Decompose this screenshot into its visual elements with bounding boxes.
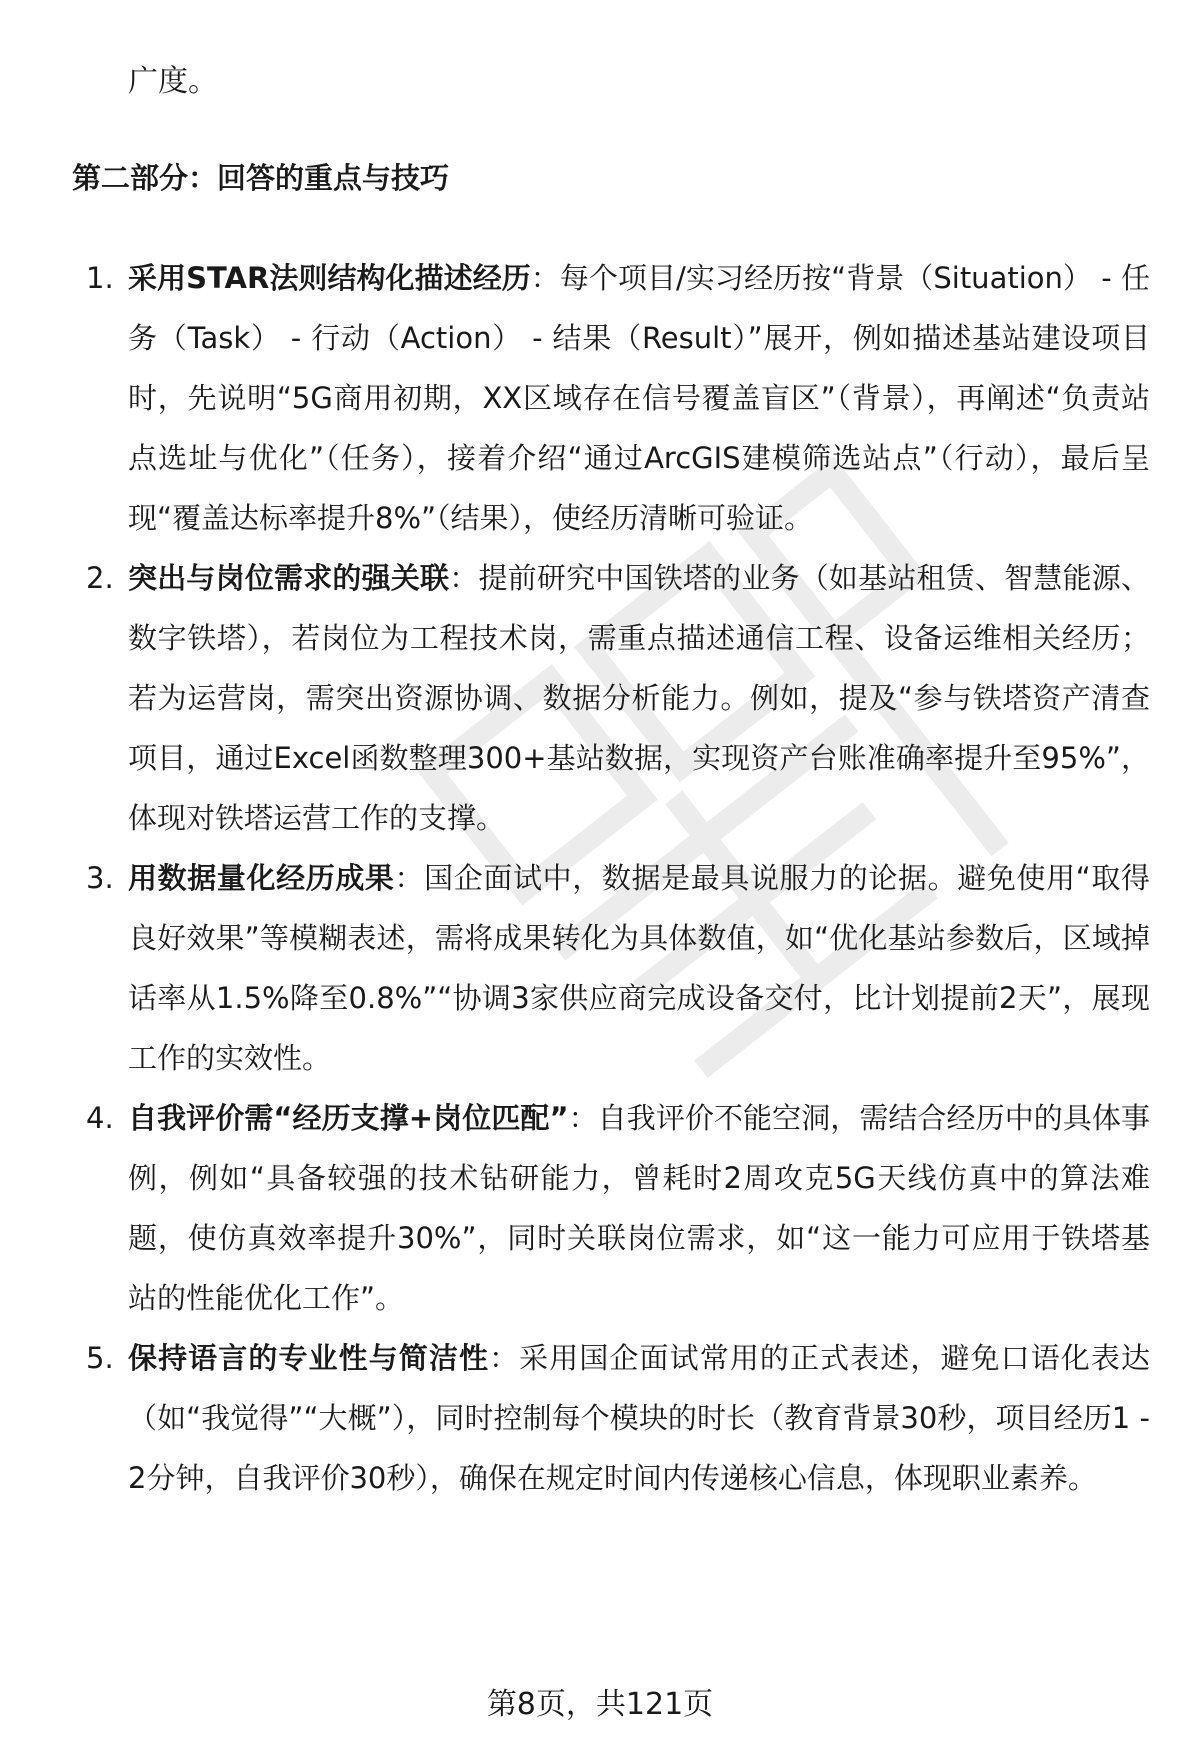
tip-title: 用数据量化经历成果 xyxy=(128,861,395,895)
tip-item xyxy=(0,1328,1200,1508)
tip-number: 1. xyxy=(86,261,114,295)
continuation-text: 广度。 xyxy=(128,64,218,99)
tip-number: 3. xyxy=(86,861,114,895)
section-heading: 第二部分：回答的重点与技巧 xyxy=(72,161,450,195)
tip-item xyxy=(0,548,1200,848)
tip-title: 采用STAR法则结构化描述经历 xyxy=(128,261,531,295)
tip-body: ：提前研究中国铁塔的业务（如基站租赁、智慧能源、数字铁塔），若岗位为工程技术岗，需重点描述通信工程、设备运维相关经历；若为运营岗，需突出资源协调、数据分析能力。例如，提及“参与铁塔资产清查项目，通过Excel函数整理300+基站数据，实现资产台账准确率提升至95%”，体现对铁塔运营工作的支撑。 xyxy=(128,561,1150,835)
tip-number: 4. xyxy=(86,1101,114,1135)
page-footer: 第8页，共121页 xyxy=(486,1687,714,1722)
tip-title: 突出与岗位需求的强关联 xyxy=(128,561,450,595)
tip-number: 2. xyxy=(86,561,114,595)
tip-body: ：自我评价不能空洞，需结合经历中的具体事例，例如“具备较强的技术钻研能力，曾耗时2周攻克5G天线仿真中的算法难题，使仿真效率提升30%”，同时关联岗位需求，如“这一能力可应用于铁塔基站的性能优化工作”。 xyxy=(128,1101,1150,1315)
tips-list xyxy=(0,248,1200,1508)
tip-item xyxy=(0,848,1200,1088)
tip-title: 自我评价需“经历支撑+岗位匹配” xyxy=(128,1101,569,1135)
tip-body: ：采用国企面试常用的正式表述，避免口语化表达（如“我觉得”“大概”），同时控制每个模块的时长（教育背景30秒，项目经历1 - 2分钟，自我评价30秒），确保在规定时间内传递核心信息，体现职业素养。 xyxy=(128,1341,1150,1495)
tip-item xyxy=(0,1088,1200,1328)
tip-body: ：国企面试中，数据是最具说服力的论据。避免使用“取得良好效果”等模糊表述，需将成果转化为具体数值，如“优化基站参数后，区域掉话率从1.5%降至0.8%”“协调3家供应商完成设备交付，比计划提前2天”，展现工作的实效性。 xyxy=(128,861,1150,1075)
tip-body: ：每个项目/实习经历按“背景（Situation） - 任务（Task） - 行动（Action） - 结果（Result）”展开，例如描述基站建设项目时，先说明“5G商用初期，XX区域存在信号覆盖盲区”（背景），再阐述“负责站点选址与优化”（任务），接着介绍“通过ArcGIS建模筛选站点”（行动），最后呈现“覆盖达标率提升8%”（结果），使经历清晰可验证。 xyxy=(128,261,1150,535)
tip-number: 5. xyxy=(86,1341,114,1375)
tip-item xyxy=(0,248,1200,548)
tip-title: 保持语言的专业性与简洁性 xyxy=(128,1341,490,1375)
